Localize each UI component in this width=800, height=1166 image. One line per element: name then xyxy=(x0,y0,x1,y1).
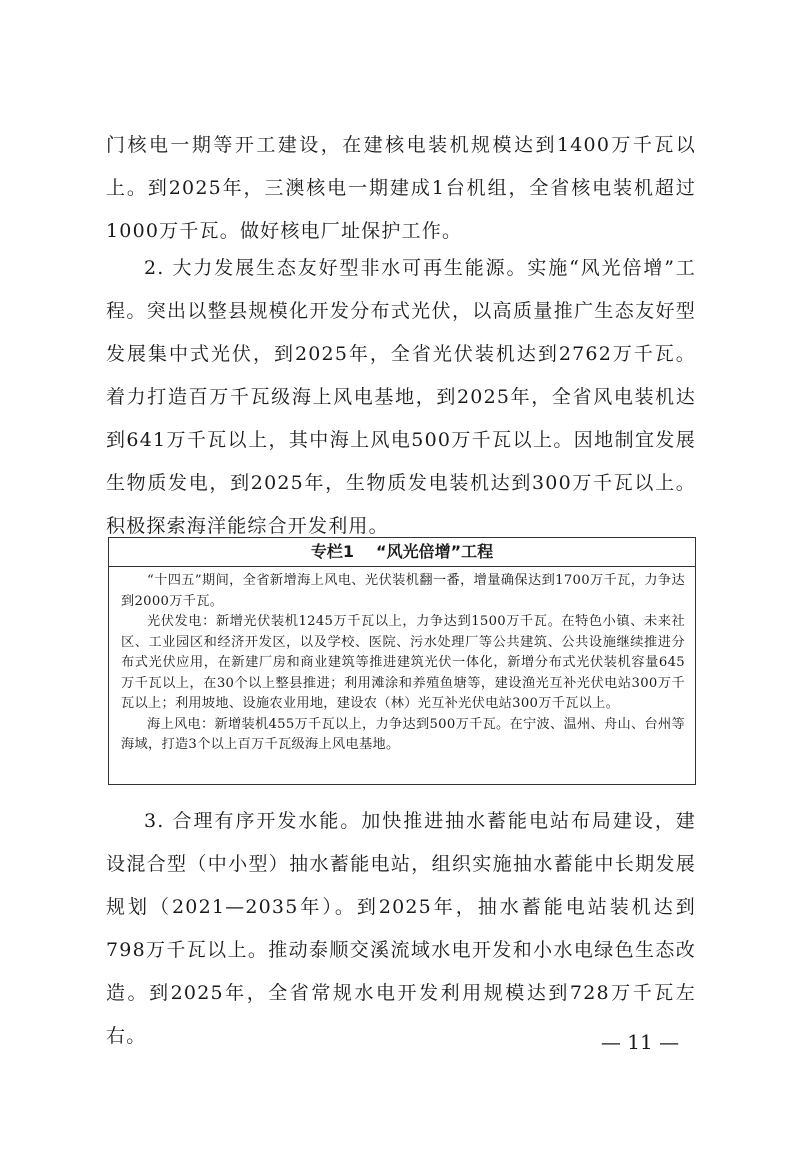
feature-box-body xyxy=(109,567,695,756)
feature-box xyxy=(108,537,696,785)
feature-box-item: 海上风电：新增装机455万千瓦以上，力争达到500万千瓦。在宁波、温州、舟山、台州等海域，打造3个以上百万千瓦级海上风电基地。 xyxy=(121,716,685,752)
feature-box-heading: “风光倍增”工程 xyxy=(376,542,494,561)
feature-box-title xyxy=(109,538,695,567)
feature-box-item: 光伏发电：新增光伏装机1245万千瓦以上，力争达到1500万千瓦。在特色小镇、未来社区、工业园区和经济开发区，以及学校、医院、污水处理厂等公共建筑、公共设施继续推进分布式光伏应用，在新建厂房和商业建筑等推进建筑光伏一体化，新增分布式光伏装机容量645万千瓦以上，在30个以上整县推进；利用滩涂和养殖鱼塘等，建设渔光互补光伏电站300万千瓦以上；利用坡地、设施农业用地，建设农（林）光互补光伏电站300万千瓦以上。 xyxy=(121,614,685,711)
paragraph-nuclear: 门核电一期等开工建设，在建核电装机规模达到1400万千瓦以上。到2025年，三澳核电一期建成1台机组，全省核电装机超过1000万千瓦。做好核电厂址保护工作。 xyxy=(106,134,696,242)
page-number: — 11 — xyxy=(600,1030,680,1054)
paragraph-hydro: 3. 合理有序开发水能。加快推进抽水蓄能电站布局建设，建设混合型（中小型）抽水蓄能电站，组织实施抽水蓄能中长期发展规划（2021—2035年）。到2025年，抽水蓄能电站装机达到798万千瓦以上。推动泰顺交溪流域水电开发和小水电绿色生态改造。到2025年，全省常规水电开发利用规模达到728万千瓦左右。 xyxy=(106,810,696,1047)
paragraph-renewable: 2. 大力发展生态友好型非水可再生能源。实施“风光倍增”工程。突出以整县规模化开发分布式光伏，以高质量推广生态友好型发展集中式光伏，到2025年，全省光伏装机达到2762万千瓦。着力打造百万千瓦级海上风电基地，到2025年，全省风电装机达到641万千瓦以上，其中海上风电500万千瓦以上。因地制宜发展生物质发电，到2025年，生物质发电装机达到300万千瓦以上。积极探索海洋能综合开发利用。 xyxy=(106,257,696,537)
feature-box-item: “十四五”期间，全省新增海上风电、光伏装机翻一番，增量确保达到1700万千瓦，力争达到2000万千瓦。 xyxy=(121,573,685,609)
feature-box-label: 专栏1 xyxy=(310,542,355,561)
